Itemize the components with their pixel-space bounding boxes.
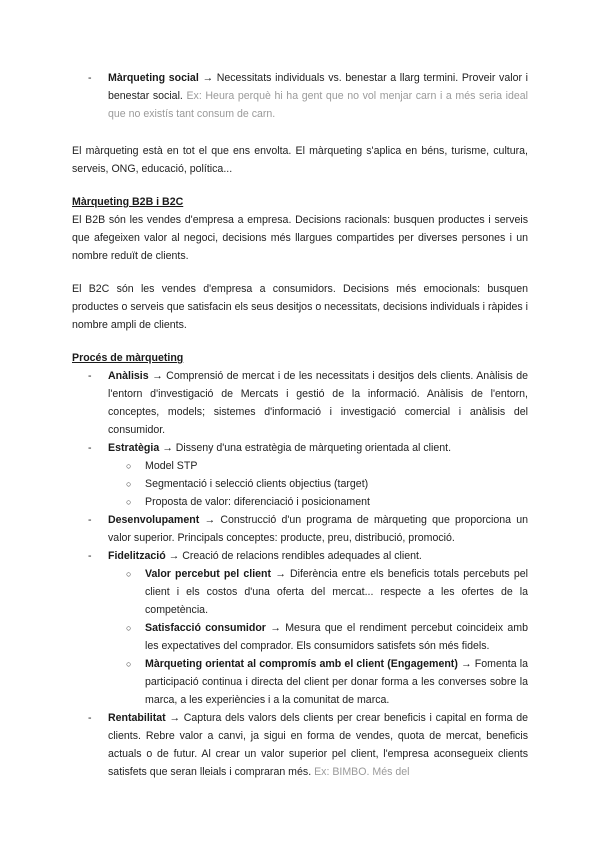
section-heading-process: Procés de màrqueting (72, 352, 184, 364)
process-section (0, 349, 600, 781)
subitem-text: Mesura que el rendiment percebut coincideix amb les expectatives del comprador. Els consumidors satisfets són més fidels. (145, 622, 529, 652)
item-text: Disseny d'una estratègia de màrqueting orientada al client. (175, 442, 452, 454)
dash-bullet: - (88, 712, 92, 724)
subitem-title: Valor percebut pel client (145, 568, 272, 580)
process-item-estrategia (0, 439, 600, 457)
arrow-icon: → (204, 514, 216, 526)
env-paragraph-block (0, 142, 600, 178)
arrow-icon: → (275, 568, 286, 580)
item-text: Construcció d'un programa de màrqueting que proporciona un valor superior. Principals conceptes: producte, preu, distribució, promoció. (108, 514, 529, 544)
item-title: Anàlisis (108, 370, 149, 382)
process-item-desenvolupament (0, 511, 600, 547)
subitem-proposta-valor (0, 493, 600, 511)
circle-bullet-icon: ○ (126, 479, 132, 489)
dash-bullet: - (88, 370, 92, 382)
process-item-fidelitzacio (0, 547, 600, 565)
b2b-paragraph: El B2B són les vendes d'empresa a empresa. Decisions racionals: busquen productes i serveis que afegeixen valor al negoci, decisions més llargues compartides per diverses persones i un nombre reduït de clients. (72, 214, 528, 262)
item-text: Necessitats individuals vs. benestar a llarg termini. Proveir valor i benestar social. (108, 72, 529, 102)
subitem-text: Model STP (145, 460, 198, 472)
subitem-model-stp (0, 457, 600, 475)
arrow-icon: → (168, 550, 180, 562)
circle-bullet-icon: ○ (126, 659, 132, 669)
item-text: Captura dels valors dels clients per crear beneficis i capital en forma de clients. Rebre valor a canvi, ja sigui en forma de vendes, quota de mercat, beneficis actuals o de futur. Al crear un valor superior pel client, l'empresa aconsegueix clients satisfets que seran lleials i compraran més. (108, 712, 528, 778)
dash-bullet: - (88, 550, 92, 562)
item-title: Rentabilitat (108, 712, 166, 724)
subitem-satisfaccio (0, 619, 600, 655)
b2b-section (0, 193, 600, 265)
arrow-icon: → (461, 658, 472, 670)
circle-bullet-icon: ○ (126, 569, 132, 579)
dash-bullet: - (88, 442, 92, 454)
subitem-title: Màrqueting orientat al compromís amb el client (Engagement) (145, 658, 458, 670)
arrow-icon: → (202, 72, 214, 84)
subitem-text: Diferència entre els beneficis totals percebuts pel client i els costos d'una oferta del mercat... respecte a les ofertes de la competència. (145, 568, 528, 616)
b2c-block (0, 280, 600, 334)
subitem-valor-percebut (0, 565, 600, 619)
item-title: Estratègia (108, 442, 160, 454)
item-text: Comprensió de mercat i de les necessitats i desitjos dels clients. Anàlisis de l'entorn d'investigació de Mercats i gestió de la informació. Anàlisis de l'entorn, conceptes, models; sistemes d'informació i investigació comercial i anàlisis del consumidor. (108, 370, 528, 436)
dash-bullet: - (88, 514, 92, 526)
item-example: Ex: BIMBO. Més del (314, 766, 410, 778)
item-text: Creació de relacions rendibles adequades al client. (182, 550, 422, 562)
circle-bullet-icon: ○ (126, 461, 132, 471)
subitem-text: Segmentació i selecció clients objectius (target) (145, 478, 369, 490)
process-item-analisis (0, 367, 600, 439)
item-title: Màrqueting social (108, 72, 199, 84)
circle-bullet-icon: ○ (126, 497, 132, 507)
env-paragraph: El màrqueting està en tot el que ens envolta. El màrqueting s'aplica en béns, turisme, cultura, serveis, ONG, educació, política... (72, 145, 528, 175)
b2c-paragraph: El B2C són les vendes d'empresa a consumidors. Decisions més emocionals: busquen productes o serveis que satisfacin els seus desitjos o necessitats, decisions individuals i ràpides i nombre ampli de clients. (72, 283, 528, 331)
item-title: Desenvolupament (108, 514, 200, 526)
subitem-engagement (0, 655, 600, 709)
subitem-text: Fomenta la participació continua i directa del client per donar forma a les converses sobre la marca, a les experiències i a la comunitat de marca. (145, 658, 528, 706)
arrow-icon: → (152, 370, 163, 382)
section-heading-b2b: Màrqueting B2B i B2C (72, 196, 184, 208)
subitem-segmentacio (0, 475, 600, 493)
arrow-icon: → (169, 712, 180, 724)
dash-bullet: - (88, 72, 92, 84)
subitem-text: Proposta de valor: diferenciació i posicionament (145, 496, 370, 508)
process-item-rentabilitat (0, 709, 600, 781)
arrow-icon: → (162, 442, 173, 454)
intro-item-marqueting-social (0, 69, 600, 123)
arrow-icon: → (270, 622, 281, 634)
item-example: Ex: Heura perquè hi ha gent que no vol menjar carn i a més seria ideal que no existís tant consum de carn. (108, 90, 528, 120)
circle-bullet-icon: ○ (126, 623, 132, 633)
item-title: Fidelització (108, 550, 166, 562)
subitem-title: Satisfacció consumidor (145, 622, 266, 634)
